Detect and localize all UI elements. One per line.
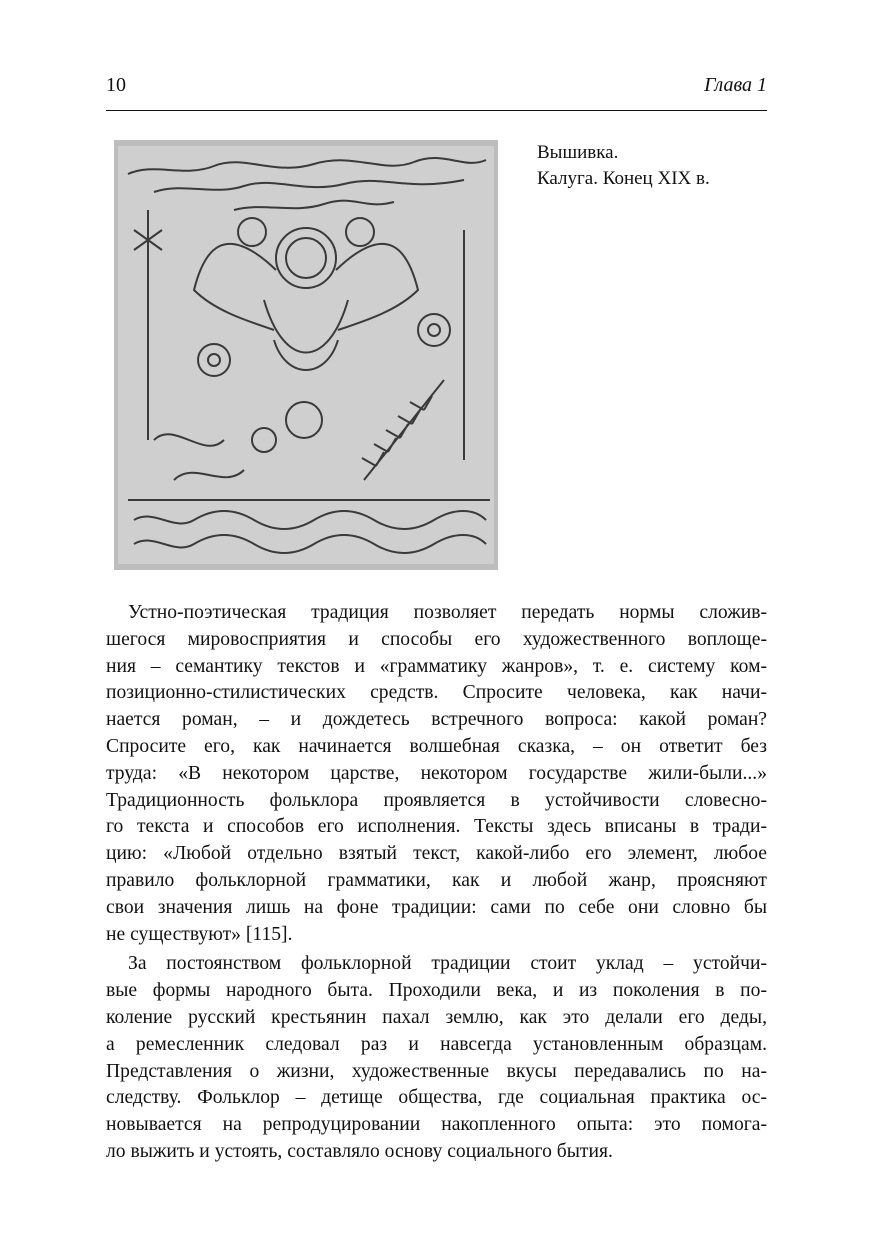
text-line: новывается на репродуцировании накопленного опыта: это помога- (106, 1114, 767, 1136)
text-line: Представления о жизни, художественные вкусы передавались по на- (106, 1060, 767, 1082)
embroidery-image (114, 140, 498, 570)
text-line: ло выжить и устоять, составляло основу социального бытия. (106, 1140, 613, 1162)
text-line: Устно-поэтическая традиция позволяет передать нормы сложив- (128, 602, 767, 623)
caption-line: Вышивка. (537, 142, 619, 163)
text-line: труда: «В некотором царстве, некотором государстве жили-были...» (106, 762, 767, 784)
caption-line: Калуга. Конец XIX в. (537, 168, 710, 189)
text-line: Спросите его, как начинается волшебная сказка, – он ответит без (106, 735, 767, 757)
text-line: нается роман, – и дождетесь встречного вопроса: какой роман? (106, 709, 767, 731)
text-line: За постоянством фольклорной традиции стоит уклад – устойчи- (128, 953, 767, 975)
header-rule (106, 110, 767, 111)
body-text (106, 600, 767, 1166)
text-line: позиционно-стилистических средств. Спросите человека, как начи- (106, 682, 767, 704)
chapter-title: Глава 1 (704, 74, 767, 96)
text-line: цию: «Любой отдельно взятый текст, какой-либо его элемент, любое (106, 843, 767, 865)
text-line: ния – семантику текстов и «грамматику жанров», т. е. систему ком- (106, 655, 767, 677)
text-line: свои значения лишь на фоне традиции: сами по себе они словно бы (106, 896, 767, 918)
text-line: а ремесленник следовал раз и навсегда установленным образцам. (106, 1033, 767, 1055)
text-line: шегося мировосприятия и способы его художественного воплоще- (106, 628, 767, 650)
text-line: го текста и способов его исполнения. Тексты здесь вписаны в тради- (106, 816, 767, 838)
page-number: 10 (106, 74, 126, 96)
text-line: Традиционность фольклора проявляется в устойчивости словесно- (106, 789, 767, 811)
text-line: правило фольклорной грамматики, как и любой жанр, проясняют (106, 869, 767, 891)
text-line: коление русский крестьянин пахал землю, как это делали его деды, (106, 1006, 767, 1028)
figure-caption (537, 140, 710, 192)
text-line: не существуют» [115]. (106, 923, 293, 945)
text-line: вые формы народного быта. Проходили века, и из поколения в по- (106, 980, 767, 1002)
text-line: следству. Фольклор – детище общества, где социальная практика ос- (106, 1087, 767, 1109)
